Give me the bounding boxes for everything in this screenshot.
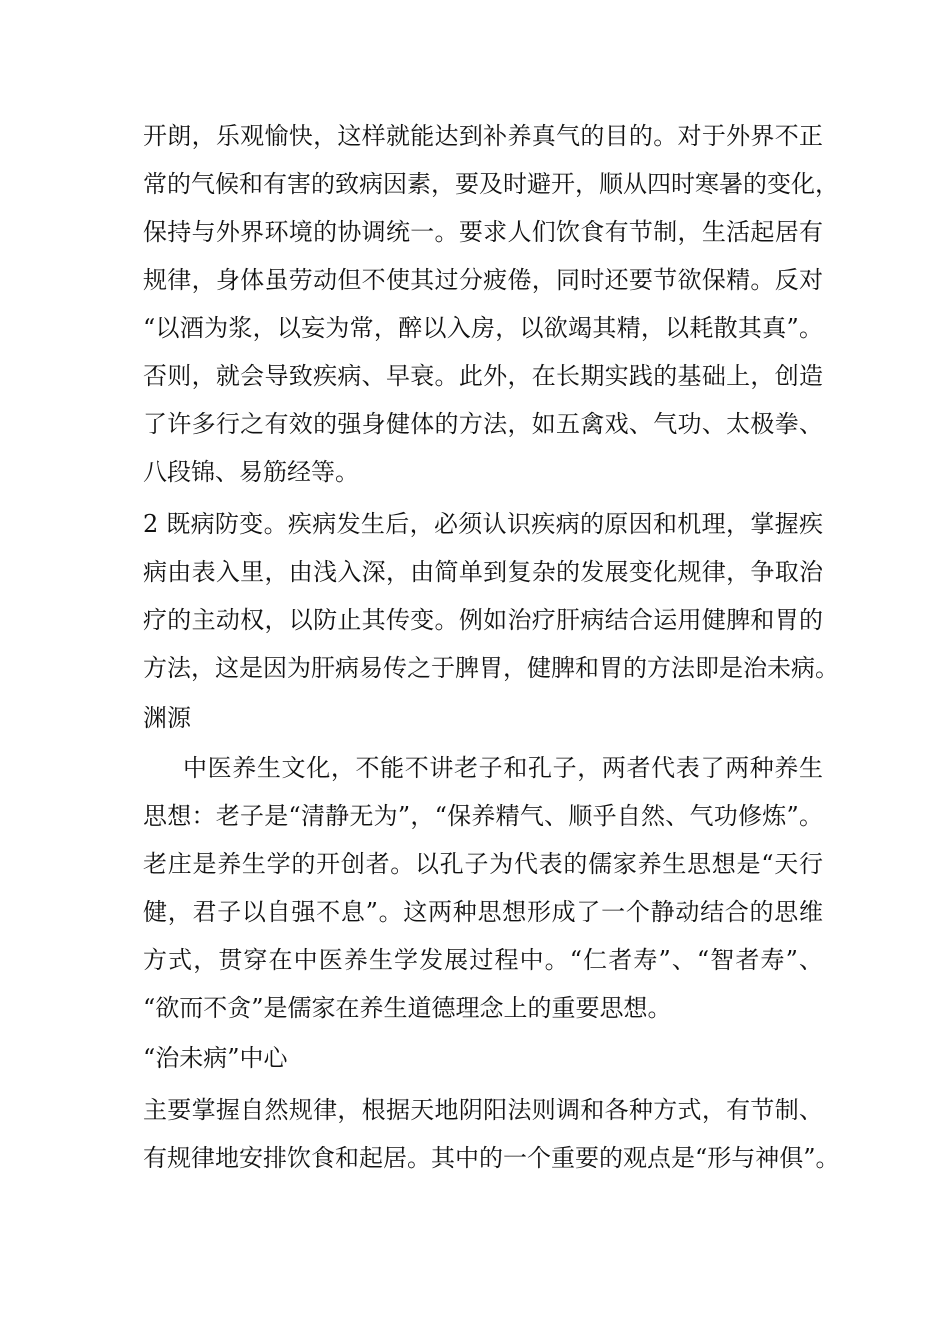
text-line-6: 否则，就会导致疾病、早衰。此外，在长期实践的基础上，创造 [143,362,823,390]
text-line-4: 规律，身体虽劳动但不使其过分疲倦，同时还要节欲保精。反对 [143,266,823,294]
text-line-17: 健，君子以自强不息”。这两种思想形成了一个静动结合的思维 [143,898,823,926]
text-line-9: 2 既病防变。疾病发生后，必须认识疾病的原因和机理，掌握疾 [143,510,823,538]
section-heading-center: “治未病”中心 [143,1044,288,1072]
text-line-21: 主要掌握自然规律，根据天地阴阳法则调和各种方式，有节制、 [143,1096,823,1124]
text-line-12: 方法，这是因为肝病易传之于脾胃，健脾和胃的方法即是治未病。 [143,654,839,682]
text-line-2: 常的气候和有害的致病因素，要及时避开，顺从四时寒暑的变化， [143,170,839,198]
text-line-10: 病由表入里，由浅入深，由简单到复杂的发展变化规律，争取治 [143,558,823,586]
text-line-15: 思想：老子是“清静无为”，“保养精气、顺乎自然、气功修炼”。 [143,802,823,830]
text-line-7: 了许多行之有效的强身健体的方法，如五禽戏、气功、太极拳、 [143,410,823,438]
text-line-5: “以酒为浆，以妄为常，醉以入房，以欲竭其精，以耗散其真”。 [143,314,823,342]
text-line-16: 老庄是养生学的开创者。以孔子为代表的儒家养生思想是“天行 [143,850,823,878]
text-line-8: 八段锦、易筋经等。 [143,458,359,486]
text-line-11: 疗的主动权，以防止其传变。例如治疗肝病结合运用健脾和胃的 [143,606,823,634]
text-line-3: 保持与外界环境的协调统一。要求人们饮食有节制，生活起居有 [143,218,823,246]
text-line-22: 有规律地安排饮食和起居。其中的一个重要的观点是“形与神俱”。 [143,1144,840,1172]
text-line-1: 开朗，乐观愉快，这样就能达到补养真气的目的。对于外界不正 [143,122,823,150]
text-line-18: 方式，贯穿在中医养生学发展过程中。“仁者寿”、“智者寿”、 [143,946,823,974]
text-line-19: “欲而不贪”是儒家在养生道德理念上的重要思想。 [143,994,672,1022]
section-heading-origin: 渊源 [143,704,191,732]
text-line-14: 中医养生文化，不能不讲老子和孔子，两者代表了两种养生 [183,754,823,782]
